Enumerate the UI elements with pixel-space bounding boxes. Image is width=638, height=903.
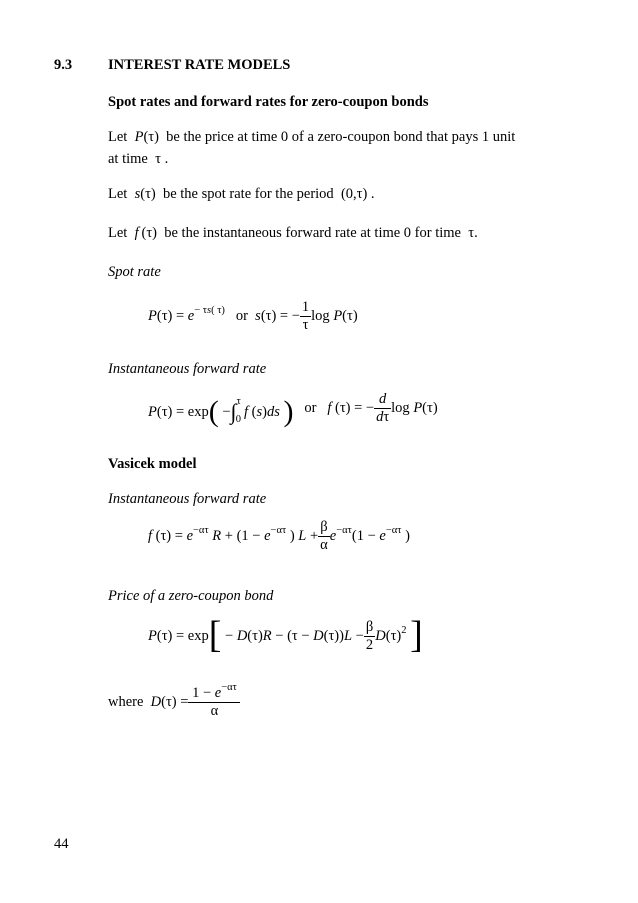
- or-word: or: [235, 308, 248, 325]
- math-interval: (0,τ) .: [337, 186, 375, 202]
- equation-bond-price: P(τ) = exp[ − D(τ)R − (τ − D(τ))L − $\frac{\beta}{2}$ $D(\tau)^2$ ]: [148, 614, 423, 657]
- or-word: or: [304, 400, 317, 417]
- math-tau-end: τ.: [464, 225, 478, 241]
- math-p-tau: P(τ): [134, 129, 163, 145]
- page-number: 44: [54, 836, 69, 852]
- math-f-tau: f (τ): [134, 225, 161, 241]
- heading-vasicek-model: Vasicek model: [108, 456, 197, 472]
- let-word: Let: [108, 186, 128, 202]
- heading-spot-rate: Spot rate: [108, 264, 161, 280]
- definition-forward: [108, 225, 478, 242]
- let-word: Let: [108, 225, 128, 241]
- definition-price-continued: [108, 151, 168, 168]
- definition-spot: [108, 186, 375, 203]
- section-title: INTEREST RATE MODELS: [108, 57, 291, 73]
- heading-inst-forward-rate-vasicek: Instantaneous forward rate: [108, 491, 267, 507]
- definition-forward-text: be the instantaneous forward rate at time 0 for time: [164, 225, 461, 241]
- where-word: where: [108, 694, 144, 711]
- math-tau: τ .: [151, 151, 169, 167]
- definition-price-text-2: at time: [108, 151, 148, 167]
- heading-bond-price: Price of a zero-coupon bond: [108, 588, 274, 604]
- equation-vasicek-forward: f $(\tau) = e^{-\alpha\tau}$ $R + (1 - e^{-\alpha\tau}$ ) L + $\frac{\beta}{\alpha}$ $e^{-\alpha\tau}(1 - e^{-\alpha\tau}$ ): [148, 519, 410, 553]
- equation-forward-rate: P(τ) = exp( −∫$^\tau_0$ f (s)ds ) or f (τ) = − $\frac{d}{d\tau}$ log P(τ): [148, 391, 438, 429]
- definition-spot-text: be the spot rate for the period: [162, 186, 334, 202]
- heading-inst-forward-rate: Instantaneous forward rate: [108, 361, 267, 377]
- equation-d-tau: where D(τ) = $\frac{1 - e^{-\alpha\tau}}{\alpha}$: [108, 686, 240, 720]
- math-s-tau: s(τ): [134, 186, 160, 202]
- section-number: 9.3: [54, 57, 73, 73]
- equation-spot-rate: $P(\tau) = e^{- \tau s( \tau)}$ or s(τ) = − $\frac{1}{\tau}$ log P(τ): [148, 299, 358, 333]
- definition-price: [108, 129, 515, 146]
- subsection-title: Spot rates and forward rates for zero-coupon bonds: [108, 94, 429, 110]
- definition-price-text: be the price at time 0 of a zero-coupon bond that pays 1 unit: [166, 129, 516, 145]
- let-word: Let: [108, 129, 128, 145]
